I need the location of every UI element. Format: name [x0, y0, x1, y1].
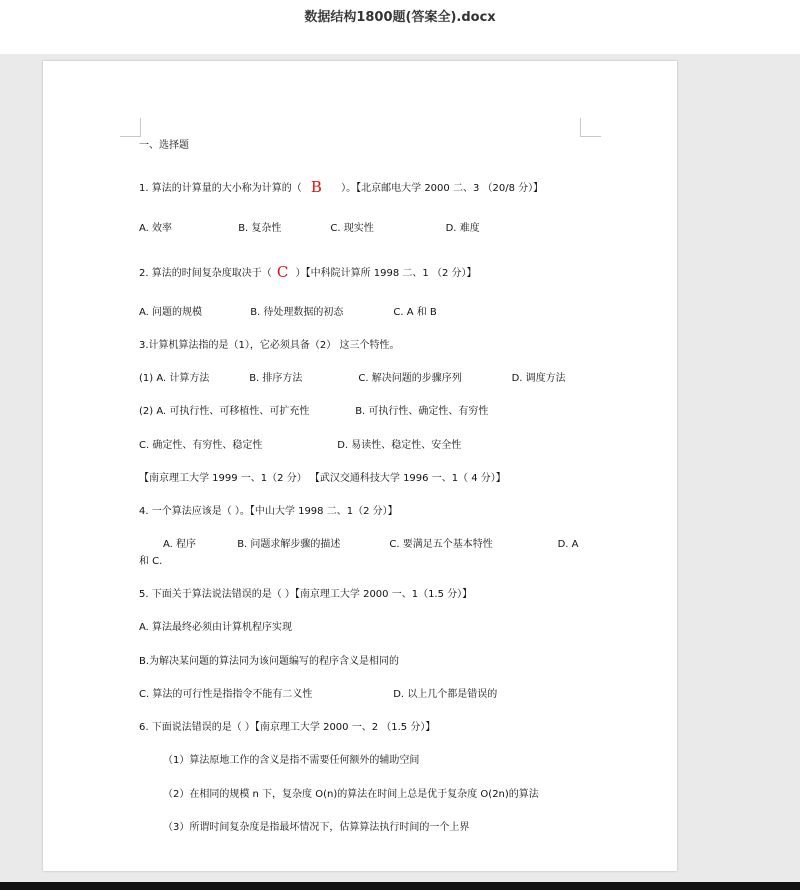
option: (2) A. 可执行性、可移植性、可扩充性	[139, 406, 310, 417]
question-4-options-cont: 和 C.	[139, 556, 163, 567]
question-1	[139, 180, 543, 196]
question-3-options-1	[139, 372, 566, 386]
option: C. 解决问题的步骤序列	[358, 373, 462, 384]
question-2-options	[139, 306, 437, 320]
option: B. 复杂性	[238, 223, 282, 234]
question-4-options	[163, 538, 578, 552]
question-6-statement-3: （3）所谓时间复杂度是指最坏情况下，估算算法执行时间的一个上界	[163, 822, 470, 833]
question-4: 4. 一个算法应该是（ ）。【中山大学 1998 二、1（2 分）】	[139, 506, 398, 517]
question-5-options-cd	[139, 688, 497, 702]
question-3-options-2b	[139, 439, 461, 453]
document-title: 数据结构1800题(答案全).docx	[304, 10, 496, 25]
option: D. 易读性、稳定性、安全性	[337, 440, 462, 451]
option: C. 确定性、有穷性、稳定性	[139, 440, 263, 451]
option: D. 难度	[445, 223, 480, 234]
option: C. 算法的可行性是指指令不能有二义性	[139, 689, 313, 700]
question-6: 6. 下面说法错误的是（ ）【南京理工大学 2000 一、2 （1.5 分）】	[139, 722, 436, 733]
question-6-statement-1: （1）算法原地工作的含义是指不需要任何额外的辅助空间	[163, 755, 420, 766]
margin-corner-marker	[580, 118, 601, 137]
option: B. 问题求解步骤的描述	[237, 539, 341, 550]
option: C. 要满足五个基本特性	[389, 539, 493, 550]
question-3-options-2a	[139, 405, 488, 419]
margin-corner-marker	[120, 118, 141, 137]
question-source: ）。【北京邮电大学 2000 二、3 （20/8 分）】	[341, 183, 544, 194]
bottom-bar	[0, 882, 800, 890]
handwritten-answer: B	[310, 178, 322, 196]
question-5-option-b: B.为解决某问题的算法同为该问题编写的程序含义是相同的	[139, 656, 400, 667]
option: C. 现实性	[330, 223, 374, 234]
question-3-source: 【南京理工大学 1999 一、1（2 分） 【武汉交通科技大学 1996 一、1（ 4 分）】	[139, 473, 506, 484]
question-1-options	[139, 222, 480, 236]
option: D. A	[557, 539, 579, 550]
section-title: 一、选择题	[139, 140, 189, 151]
option: B. 排序方法	[249, 373, 303, 384]
question-3: 3.计算机算法指的是（1），它必须具备（2） 这三个特性。	[139, 340, 400, 351]
handwritten-answer: C	[276, 263, 289, 281]
document-page	[43, 61, 677, 871]
question-5: 5. 下面关于算法说法错误的是（ ）【南京理工大学 2000 一、1（1.5 分）】	[139, 589, 473, 600]
question-text: 2. 算法的时间复杂度取决于（	[139, 268, 272, 279]
option: D. 以上几个都是错误的	[393, 689, 498, 700]
question-text: 1. 算法的计算量的大小称为计算的（	[139, 183, 302, 194]
option: C. A 和 B	[393, 307, 437, 318]
question-6-statement-2: （2）在相同的规模 n 下，复杂度 O(n)的算法在时间上总是优于复杂度 O(2n)的算法	[163, 789, 539, 800]
option: B. 可执行性、确定性、有穷性	[355, 406, 489, 417]
option: A. 程序	[163, 539, 197, 550]
question-5-option-a: A. 算法最终必须由计算机程序实现	[139, 622, 293, 633]
option: A. 效率	[139, 223, 173, 234]
document-header	[0, 0, 800, 54]
option: A. 问题的规模	[139, 307, 203, 318]
question-2	[139, 265, 476, 281]
option: B. 待处理数据的初态	[250, 307, 344, 318]
option: D. 调度方法	[511, 373, 566, 384]
question-source: ）【中科院计算所 1998 二、1 （2 分）】	[295, 268, 477, 279]
option: (1) A. 计算方法	[139, 373, 210, 384]
